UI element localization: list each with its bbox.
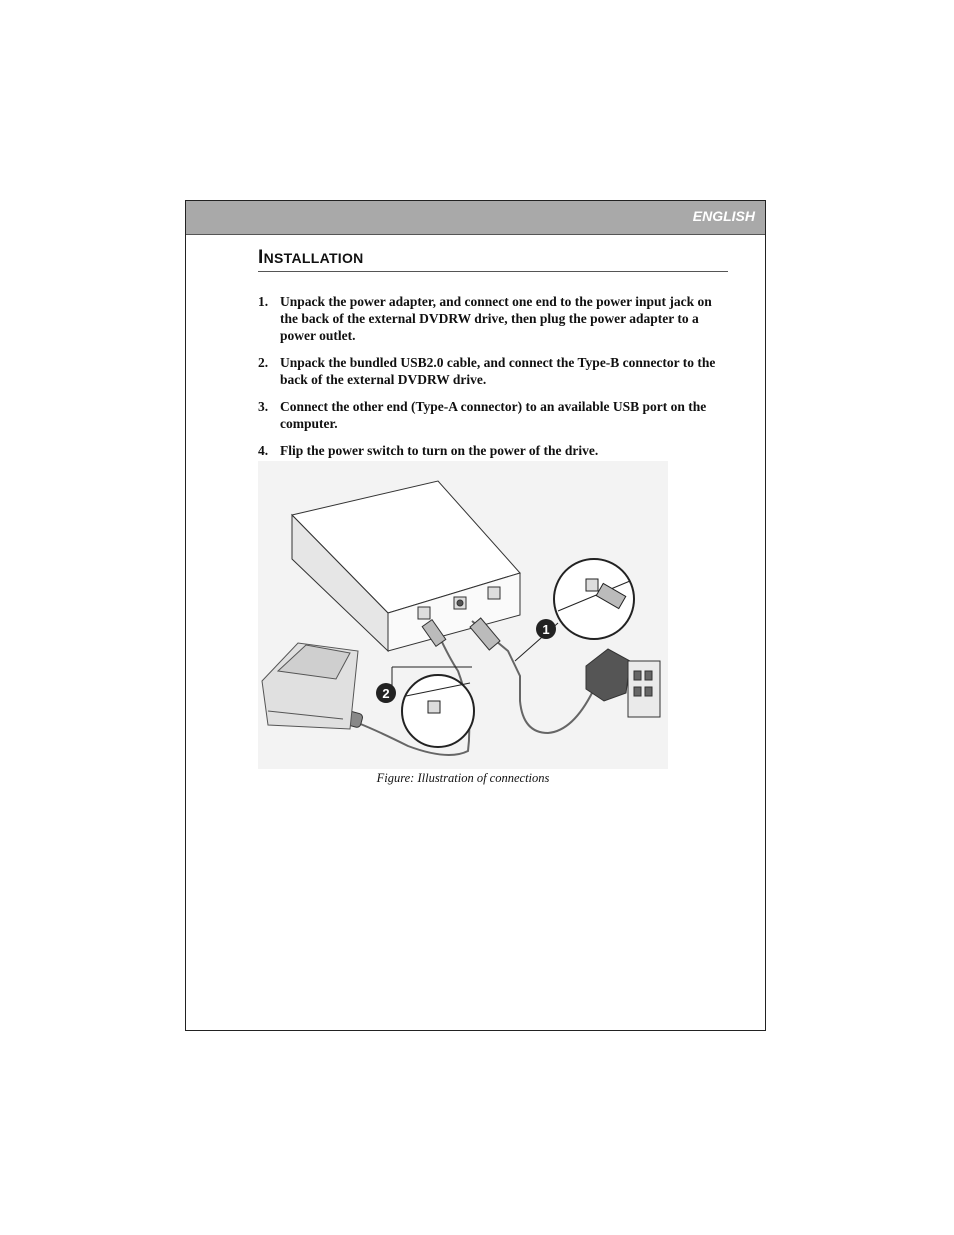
installation-steps bbox=[258, 293, 733, 469]
step-item bbox=[258, 442, 733, 459]
computer-illustration bbox=[262, 643, 358, 729]
step-number: 1. bbox=[258, 294, 269, 309]
power-adapter-illustration bbox=[586, 649, 660, 717]
power-jack-detail-callout bbox=[515, 559, 634, 661]
figure-caption: Figure: Illustration of connections bbox=[376, 771, 550, 785]
connection-illustration bbox=[258, 461, 668, 769]
language-label: ENGLISH bbox=[692, 208, 755, 224]
section-title-rest: NSTALLATION bbox=[263, 250, 364, 266]
step-text: Unpack the bundled USB2.0 cable, and connect the Type-B connector to the back of the external DVDRW drive. bbox=[280, 355, 716, 387]
step-item bbox=[258, 398, 733, 432]
step-text: Flip the power switch to turn on the power of the drive. bbox=[280, 443, 599, 458]
section-title bbox=[258, 247, 728, 272]
callout-2-label: 2 bbox=[382, 686, 390, 701]
page-frame bbox=[185, 200, 766, 1031]
step-number: 3. bbox=[258, 399, 269, 414]
section-title-initial: I bbox=[258, 247, 264, 268]
callout-1-label: 1 bbox=[542, 622, 550, 637]
step-text: Connect the other end (Type-A connector) to an available USB port on the computer. bbox=[280, 399, 707, 431]
header-bar bbox=[186, 201, 765, 235]
step-number: 2. bbox=[258, 355, 269, 370]
step-text: Unpack the power adapter, and connect one end to the power input jack on the back of the external DVDRW drive, then plug the power adapter to a power outlet. bbox=[280, 294, 712, 343]
callout-2-badge bbox=[376, 683, 396, 703]
step-item bbox=[258, 293, 733, 344]
step-number: 4. bbox=[258, 443, 269, 458]
connection-diagram bbox=[258, 461, 668, 769]
callout-1-badge bbox=[536, 619, 556, 639]
power-cable-illustration bbox=[470, 618, 593, 733]
step-item bbox=[258, 354, 733, 388]
